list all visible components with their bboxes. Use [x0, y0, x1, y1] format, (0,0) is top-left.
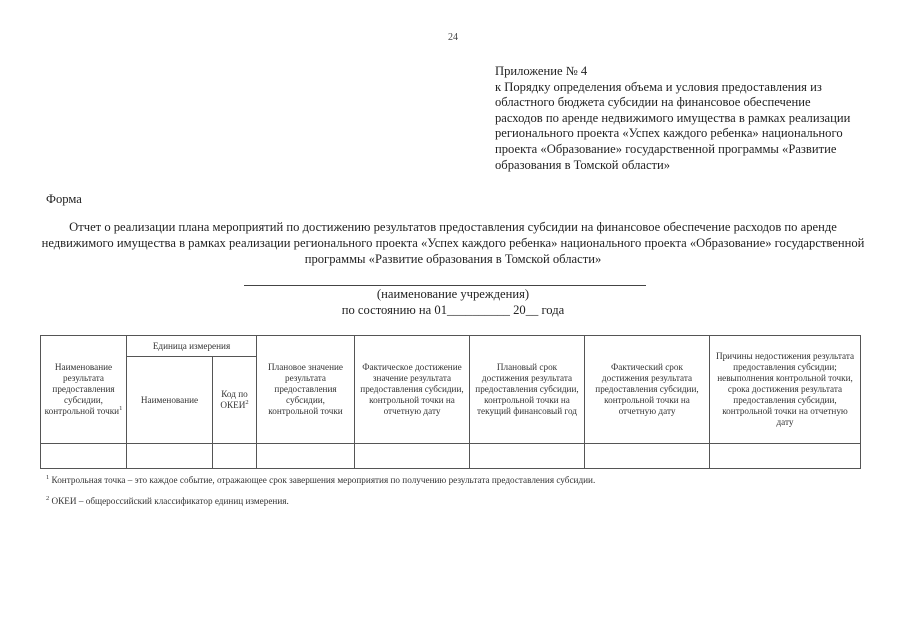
table-cell[interactable] — [710, 444, 861, 469]
header-unit-group: Единица измерения — [127, 336, 257, 357]
footnotes — [46, 474, 866, 516]
footnote-1: $^1$ Контрольная точка – это каждое событие, отражающее срок завершения мероприятия по получению результата предоставления субсидии. — [46, 473, 596, 485]
header-reasons: Причины недостижения результата предоставления субсидии; невыполнения контрольной точки, срока достижения результата предоставления субсидии, контрольной точки на отчетную дату — [710, 336, 861, 444]
report-table — [40, 335, 861, 469]
table-cell[interactable] — [257, 444, 355, 469]
table-cell[interactable] — [470, 444, 585, 469]
institution-name-line — [244, 285, 646, 286]
report-title: Отчет о реализации плана мероприятий по достижению результатов предоставления субсидии на финансовое обеспечение расходов по аренде недвижимого имущества в рамках реализации регионального проекта «Успех каждого ребенка» национального проекта «Образование» государственной программы «Развитие образования в Томской области» — [41, 220, 865, 266]
appendix-title: Приложение № 4 — [495, 64, 588, 78]
table-cell[interactable] — [127, 444, 213, 469]
header-actual-term: Фактический срок достижения результата предоставления субсидии, контрольной точки на отчетную дату — [585, 336, 710, 444]
header-result-name: Наименование результата предоставления субсидии, контрольной точки$^1$ — [41, 336, 127, 444]
header-actual-value: Фактическое достижение значение результата предоставления субсидии, контрольной точки на отчетную дату — [355, 336, 470, 444]
table-cell[interactable] — [213, 444, 257, 469]
header-unit-name: Наименование — [127, 357, 213, 444]
page-number: 24 — [448, 32, 458, 43]
report-date-line: по состоянию на 01__________ 20__ года — [341, 303, 565, 317]
table-cell[interactable] — [585, 444, 710, 469]
header-planned-value: Плановое значение результата предоставления субсидии, контрольной точки — [257, 336, 355, 444]
form-label: Форма — [46, 192, 82, 206]
institution-caption: (наименование учреждения) — [376, 287, 530, 301]
header-unit-code: Код по ОКЕИ$^2$ — [213, 357, 257, 444]
header-planned-term: Плановый срок достижения результата предоставления субсидии, контрольной точки на текущий финансовый год — [470, 336, 585, 444]
appendix-block — [495, 64, 855, 173]
appendix-text: к Порядку определения объема и условия предоставления из областного бюджета субсидии на финансовое обеспечение расходов по аренде недвижимого имущества в рамках реализации регионального проекта «Успех каждого ребенка» национального проекта «Образование» государственной программы «Развитие образования в Томской области» — [495, 79, 851, 172]
table-cell[interactable] — [355, 444, 470, 469]
footnote-2: $^2$ ОКЕИ – общероссийский классификатор единиц измерения. — [46, 494, 289, 506]
table-row — [41, 444, 861, 469]
table-cell[interactable] — [41, 444, 127, 469]
